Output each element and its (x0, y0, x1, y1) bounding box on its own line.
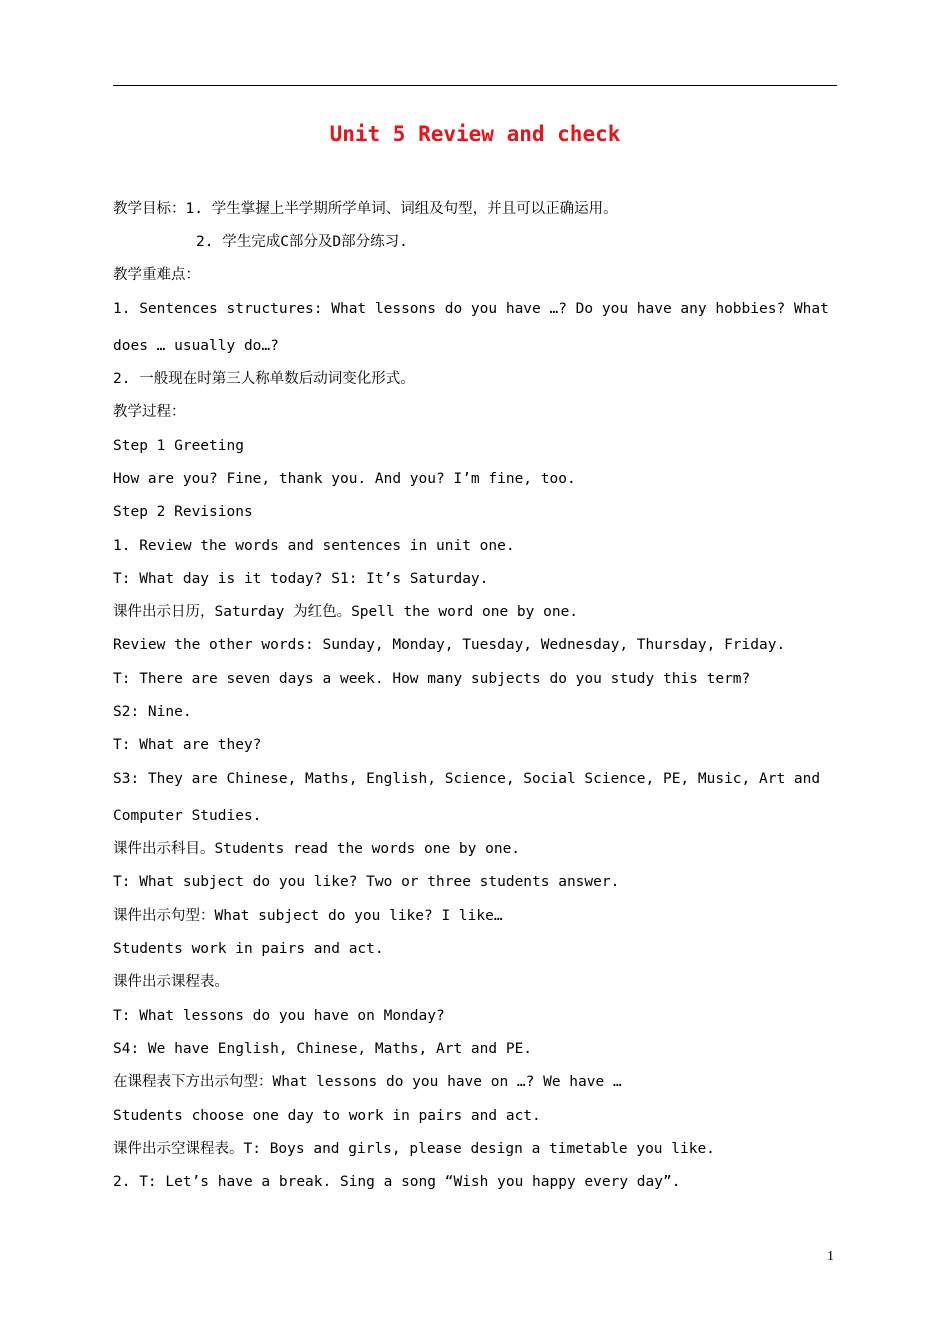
text-line: 教学过程： (113, 404, 186, 420)
text-line: 2. T: Let’s have a break. Sing a song “Wish you happy every day”. (113, 1174, 681, 1190)
document-title: Unit 5 Review and check (329, 122, 621, 146)
text-line: T: What lessons do you have on Monday? (113, 1008, 445, 1024)
text-line: S4: We have English, Chinese, Maths, Art and PE. (113, 1041, 533, 1057)
text-line: T: What day is it today? S1: It’s Saturday. (113, 571, 489, 587)
text-line: 教学目标：1. 学生掌握上半学期所学单词、词组及句型，并且可以正确运用。 (113, 201, 618, 217)
text-line: 课件出示空课程表。T: Boys and girls, please design a timetable you like. (113, 1141, 715, 1157)
text-line: 在课程表下方出示句型：What lessons do you have on …? We have … (113, 1074, 622, 1090)
text-line: 课件出示日历，Saturday 为红色。Spell the word one by one. (113, 604, 579, 620)
text-line: 课件出示句型：What subject do you like? I like… (113, 908, 503, 924)
text-line: S2: Nine. (113, 704, 192, 720)
text-line: 课件出示科目。Students read the words one by one. (113, 841, 521, 857)
text-line: Students choose one day to work in pairs and act. (113, 1108, 541, 1124)
text-line: T: What subject do you like? Two or three students answer. (113, 874, 620, 890)
text-line: 课件出示课程表。 (113, 974, 229, 990)
text-line: Review the other words: Sunday, Monday, Tuesday, Wednesday, Thursday, Friday. (113, 637, 786, 653)
text-line: 2. 一般现在时第三人称单数后动词变化形式。 (113, 371, 415, 387)
text-line: 1. Sentences structures: What lessons do you have …? Do you have any hobbies? What (113, 301, 829, 317)
header-rule (113, 85, 837, 86)
text-line: T: There are seven days a week. How many subjects do you study this term? (113, 671, 751, 687)
text-line: 教学重难点： (113, 267, 200, 283)
text-line: Computer Studies. (113, 808, 262, 824)
page-number: 1 (827, 1249, 834, 1264)
text-line: Step 1 Greeting (113, 438, 244, 454)
text-line: Students work in pairs and act. (113, 941, 384, 957)
text-line: does … usually do…? (113, 338, 279, 354)
text-line: 1. Review the words and sentences in unit one. (113, 538, 515, 554)
text-line: S3: They are Chinese, Maths, English, Science, Social Science, PE, Music, Art and (113, 771, 821, 787)
text-line: 2. 学生完成C部分及D部分练习. (196, 234, 408, 250)
text-line: How are you? Fine, thank you. And you? I’m fine, too. (113, 471, 576, 487)
text-line: T: What are they? (113, 737, 262, 753)
text-line: Step 2 Revisions (113, 504, 253, 520)
